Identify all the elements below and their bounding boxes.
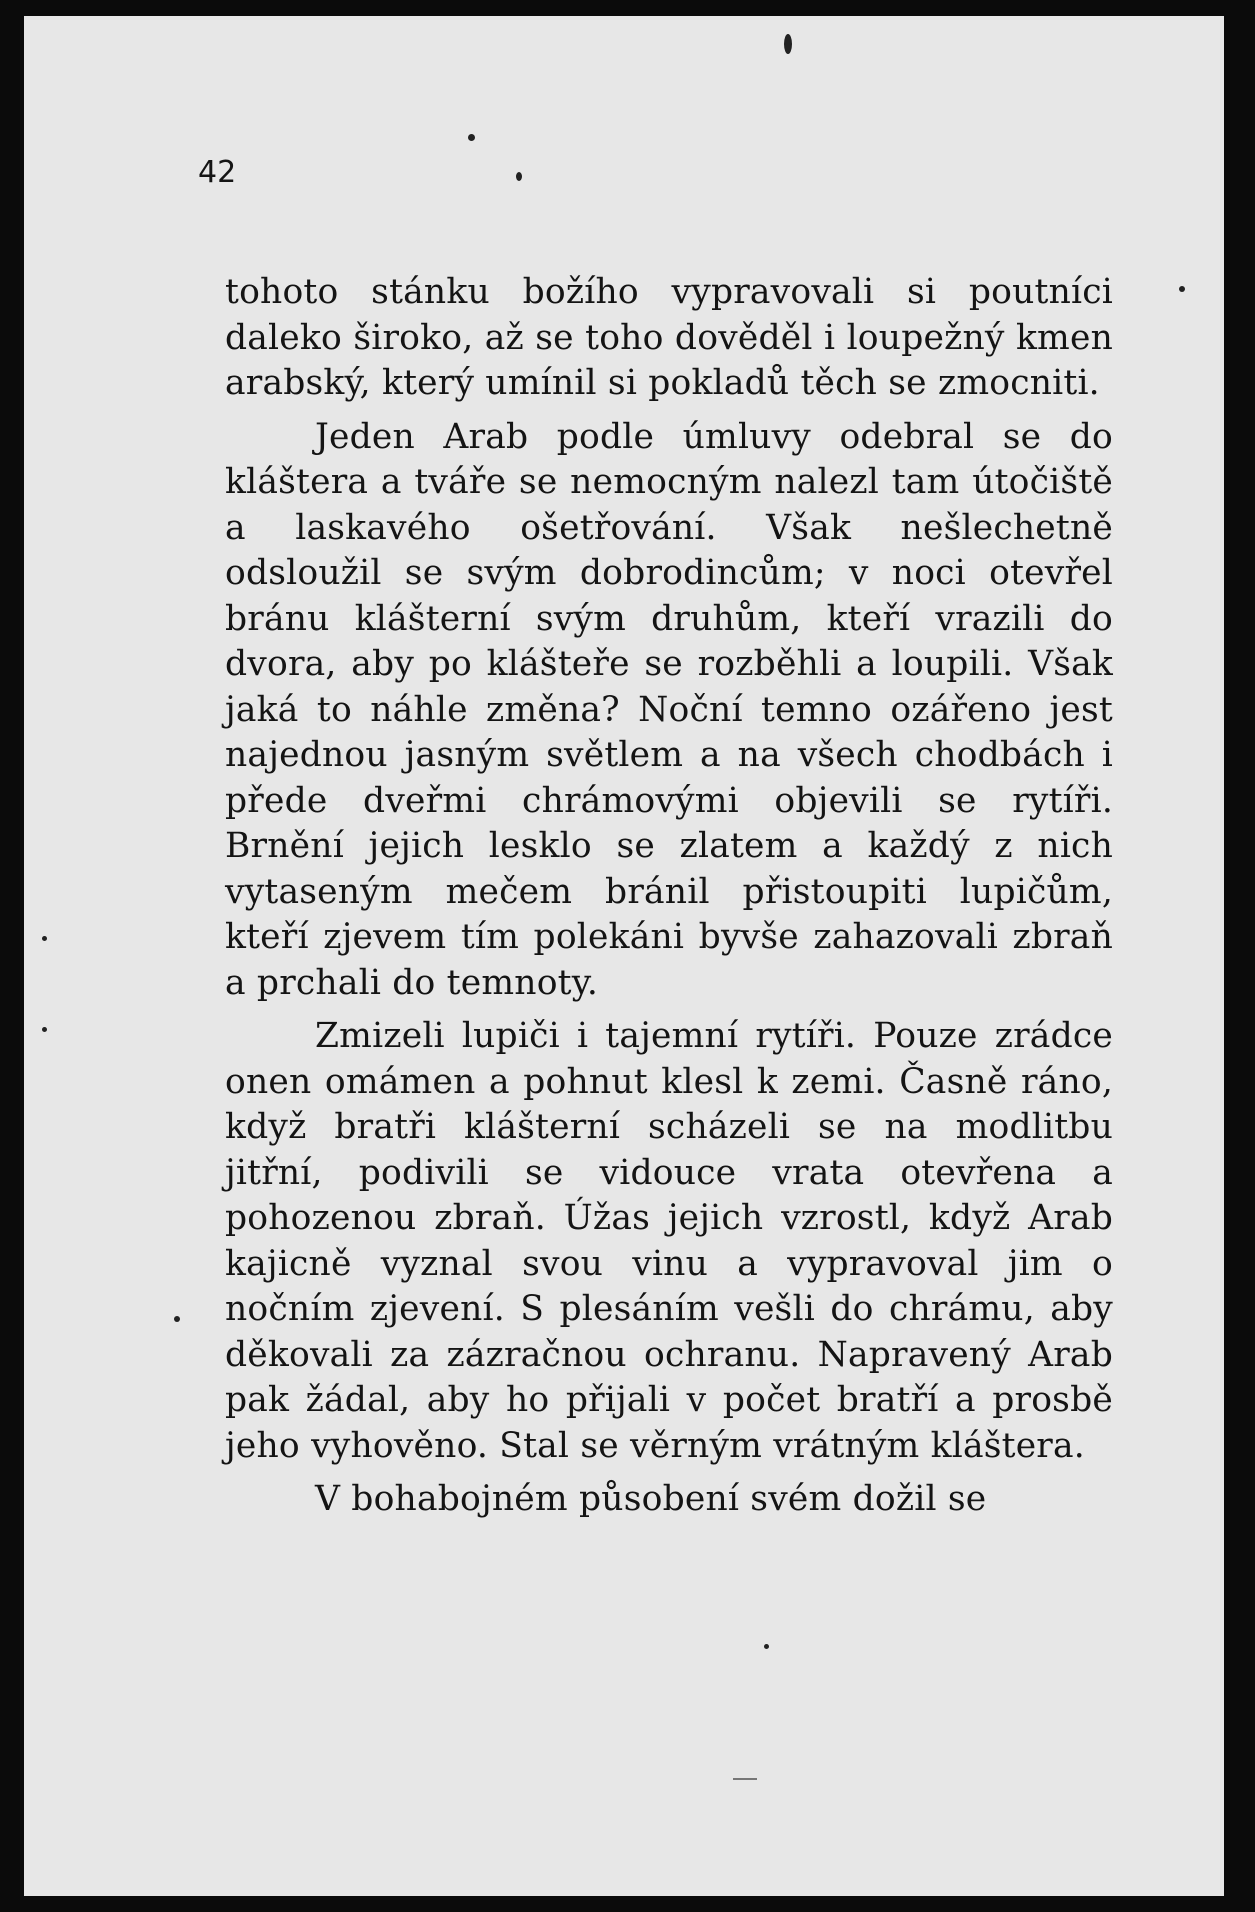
- print-speck: [468, 134, 475, 141]
- paragraph: V bohabojném působení svém dožil se: [315, 1479, 987, 1519]
- page-number: 42: [198, 155, 237, 190]
- print-speck: [42, 1027, 47, 1032]
- footer-dash: [733, 1778, 757, 1780]
- body-text: [225, 270, 1113, 1531]
- paragraph: Jeden Arab podle úmluvy odebral se do kláštera a tváře se nemocným nalezl tam útočiště a laskavého ošetřování. Však nešlechetně odsloužil se svým dobrodincům; v noci otevřel bránu klášterní svým druhům, kteří vrazili do dvora, aby po klášteře se rozběhli a loupili. Však jaká to náhle změna? Noční temno ozářeno jest najednou jasným světlem a na všech chodbách i přede dveřmi chrámovými objevili se rytíři. Brnění jejich lesklo se zlatem a každý z nich vytaseným mečem bránil přistoupiti lupičům, kteří zjevem tím polekáni byvše zahazovali zbraň a prchali do temnoty.: [225, 416, 1113, 1003]
- print-speck: [784, 34, 792, 54]
- print-speck: [1179, 286, 1185, 292]
- print-speck: [174, 1316, 180, 1322]
- print-speck: [42, 936, 47, 941]
- paragraph: Zmizeli lupiči i tajemní rytíři. Pouze zrádce onen omámen a pohnut klesl k zemi. Časně ráno, když bratři klášterní scházeli se na modlitbu jitřní, podivili se vidouce vrata otevřena a pohozenou zbraň. Úžas jejich vzrostl, když Arab kajicně vyznal svou vinu a vypravoval jim o nočním zjevení. S plesáním vešli do chrámu, aby děkovali za zázračnou ochranu. Napravený Arab pak žádal, aby ho přijali v počet bratří a prosbě jeho vyhověno. Stal se věrným vrátným kláštera.: [225, 1016, 1113, 1466]
- print-speck: [516, 172, 522, 181]
- print-speck: [764, 1644, 769, 1649]
- paragraph: tohoto stánku božího vypravovali si poutníci daleko široko, až se toho dověděl i loupežný kmen arabský, který umínil si pokladů těch se zmocniti.: [225, 272, 1113, 403]
